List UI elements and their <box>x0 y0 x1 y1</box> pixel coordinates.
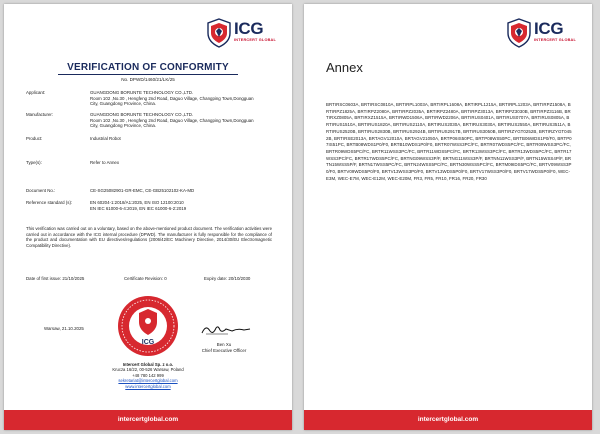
value-line: Room 102 ,No.30 , Hengfeng 2nd Road, Daguo Village, Changping Town,Dongguan <box>90 95 254 101</box>
company-email-link[interactable]: sekretariat@intercertglobal.com <box>118 378 178 384</box>
certificate-title: VERIFICATION OF CONFORMITY <box>67 62 229 73</box>
footer-bar <box>4 410 292 430</box>
field-label: Product: <box>26 136 43 141</box>
first-issue-date: Date of first issue: 21/10/2025 <box>26 276 85 281</box>
logo-text: ICG <box>534 19 564 38</box>
icg-logo <box>506 18 578 48</box>
lion-shield-icon <box>506 18 532 48</box>
icg-seal <box>116 294 180 358</box>
field-label: Manufacturer: <box>26 112 54 117</box>
field-value <box>90 112 276 129</box>
footer-url: intercertglobal.com <box>117 416 179 423</box>
field-label: Applicant: <box>26 90 46 95</box>
signer-title: Chief Executive Officer <box>201 348 247 353</box>
field-value <box>90 200 276 211</box>
company-web-link[interactable]: www.intercertglobal.com <box>125 383 171 389</box>
logo-subtext: INTERCERT GLOBAL <box>534 38 577 42</box>
logo-text: ICG <box>234 19 264 38</box>
annex-model-list: BRTIRSC0603A, BRTIRSC0810A, BRTIRPL1003A, BRTIRPL1608A, BRTIRPL1215A, BRTIRPL1203A, BRTIRPZ1508A, BRTIRPZ1825A, BRTIRPZ2080A, BRTIRPZ2035A, BRTIRPZ2480A, BRTIRPZ3013A, BRTIRPZ3030B, BRTIRPZ3116B, BRTIRXZ0805A, BRTIRXZ1515A, BRTIRWD1506A, BRTIRWD2206A, BRTIRUS0401A, BRTIRUS0707A, BRTIRUS0805A, BRTIRUS1510A, BRTIRUS1820A, BRTIRUS2110A, BRTIRUS2030A, BRTIRUS3030A, BRTIRUS2550A, BRTIRUS3511A, BRTIRUS2520B, BRTIRUS2830B, BRTIRUS2924B, BRTIRUS2917B, BRTIRUS3050B, BRTIRZYGT0252B, BRTIRZYGT0452B, BRTIRSE2013A, BRTAGV12010A, BRTAGV21050A, BRTP06IS50PC, BRTP08WS50PC, BRTB06WDS1P0/F0, BRTP07IS51PC, BRTB08WDS1P0/F0, BRTB10WDS1P0/F0, BRTR07WSS3PC/FC, BRTR07WDS5PC/FC, BRTR09WSS3PC/FC, BRTR09WDS5PC/FC, BRTR11WSS3PC/FC, BRTR11WDS5PC/FC, BRTR13WSS3PC/FC, BRTR13WDS5PC/FC, BRTR17WSS3PC/FC, BRTR17WDS5PC/FC, BRTNG09WSS3P/F, BRTNG11WSS3P/F, BRTNN11WSS3P/F, BRTN15WSS4P/F, BRTN15WSS5P/F, BRTN17WSS5PC/FC, BRTN24WSS5PC/FC, BRTN30WSS5PC/FC, BRTM09IDS5PC/FC, BRTV09WSS3P0/F0, BRTV09WDS5P0/F0, BRTV13WSS3P0/F0, BRTV13WDS5P0/F0, BRTV17WSS3P0/F0, BRTV17WDS5P0/F0, WEC-E3M, WEC-E7M, WEC-E12M, WEC-E20M, FR3, FR5, FR10, FR16, FR20, FR30 <box>326 102 572 181</box>
seal-label: ICG <box>141 339 155 346</box>
verification-statement: This verification was carried out on a voluntary, based on the above-mentioned product document. The verification activities were carried out in accordance with the ICG internal procedure (DPWD). The manufacturer is fully responsible for the compliance of the product and documentation with EU directives/regulations (2006/42/EC Machinery Directive, 2014/30/EU Electromagnetic Compatibility Directive). <box>26 226 272 248</box>
value-line: EN 60204-1:2018/A1:2025, EN ISO 12100:2010 <box>90 200 184 205</box>
value-line: EN IEC 61000-6-4:2019, EN IEC 61000-6-2:2019 <box>90 205 187 211</box>
lion-shield-icon <box>206 18 232 48</box>
seal-icon <box>116 294 180 358</box>
value-line: GUANGDONG BORUNTE TECHNOLOGY CO.,LTD. <box>90 90 194 95</box>
icg-logo <box>206 18 278 48</box>
value-line: City, Guangdong Province, China. <box>90 123 157 129</box>
annex-page <box>304 4 592 430</box>
title-divider <box>58 74 238 75</box>
logo-subtext: INTERCERT GLOBAL <box>234 38 277 42</box>
footer-url: intercertglobal.com <box>417 416 479 423</box>
field-label: Type(s): <box>26 160 42 165</box>
value-line: Room 102 ,No.30 , Hengfeng 2nd Road, Daguo Village, Changping Town,Dongguan <box>90 117 254 123</box>
value-line: GUANGDONG BORUNTE TECHNOLOGY CO.,LTD. <box>90 112 194 117</box>
company-phone: +48 780 142 999 <box>132 372 164 378</box>
value-line: City, Guangdong Province, China. <box>90 101 157 107</box>
company-block <box>4 362 292 389</box>
field-value: Refer to Annex <box>90 160 120 165</box>
field-label: Document No.: <box>26 188 56 193</box>
expiry-date: Expiry date: 20/10/2030 <box>204 276 251 281</box>
company-address: Kruczа 16/22, 00-526 Warsaw, Poland <box>112 367 184 373</box>
certificate-revision: Certificate Revision: 0 <box>124 276 167 281</box>
certificate-page <box>4 4 292 430</box>
field-label: Reference standard (s): <box>26 200 73 205</box>
place-date: Warsaw, 21.10.2025 <box>44 326 84 331</box>
annex-title: Annex <box>326 60 363 75</box>
field-value: CE-SG25082901-GR-EMC, CE-GB25102102-KA-MD <box>90 188 195 193</box>
signer-name: Ben Xu <box>216 342 232 347</box>
certificate-number: No. DPWD/1460/21/LK/25 <box>121 77 175 82</box>
field-value: Industrial Robot <box>90 136 121 141</box>
signature-icon <box>200 322 252 336</box>
field-value <box>90 90 276 107</box>
company-name: Intercert Global Sp. z o.o. <box>122 362 174 367</box>
footer-bar <box>304 410 592 430</box>
